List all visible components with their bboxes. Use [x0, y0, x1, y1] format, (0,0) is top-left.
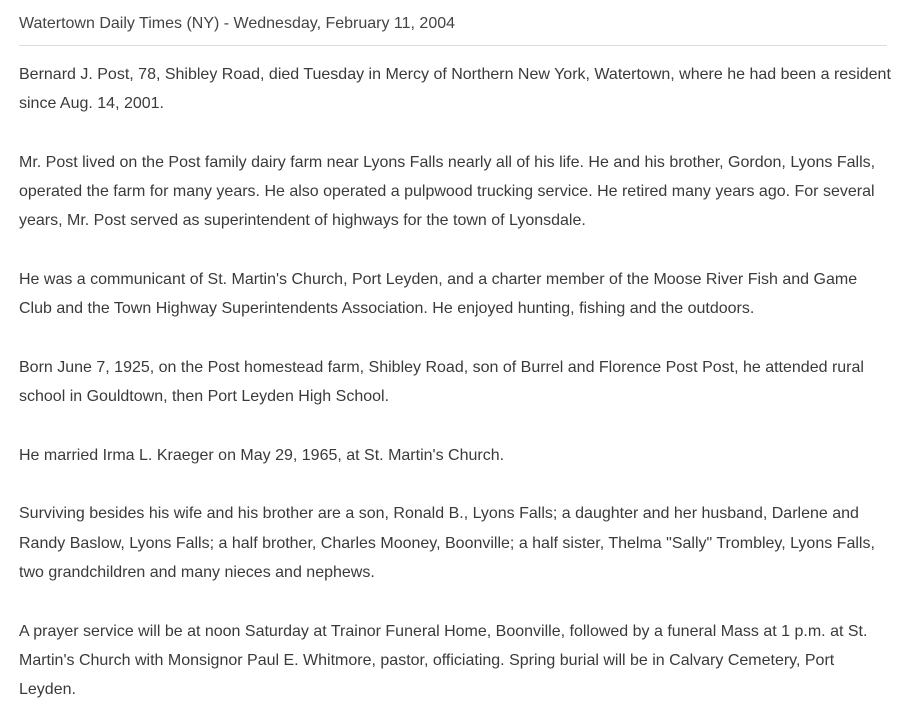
- paragraph-death-notice: Bernard J. Post, 78, Shibley Road, died Tuesday in Mercy of Northern New York, Watertown, where he had been a resident since Aug. 14, 2001.: [19, 66, 891, 113]
- paragraph-services: A prayer service will be at noon Saturday at Trainor Funeral Home, Boonville, followed by a funeral Mass at 1 p.m. at St. Martin's Church with Monsignor Paul E. Whitmore, pastor, officiating. Spring burial will be in Calvary Cemetery, Port Leyden.: [19, 622, 868, 699]
- source-line: Watertown Daily Times (NY) - Wednesday, February 11, 2004: [19, 15, 456, 32]
- article-body: [19, 60, 893, 705]
- paragraph-survivors: Surviving besides his wife and his brother are a son, Ronald B., Lyons Falls; a daughter and her husband, Darlene and Randy Baslow, Lyons Falls; a half brother, Charles Mooney, Boonville; a half sister, Thelma "Sally" Trombley, Lyons Falls, two grandchildren and many nieces and nephews.: [19, 505, 875, 582]
- paragraph-birth: Born June 7, 1925, on the Post homestead farm, Shibley Road, son of Burrel and Florence Post Post, he attended rural school in Gouldtown, then Port Leyden High School.: [19, 358, 864, 406]
- source-header: [19, 12, 887, 46]
- paragraph-farm-life: Mr. Post lived on the Post family dairy farm near Lyons Falls nearly all of his life. He and his brother, Gordon, Lyons Falls, operated the farm for many years. He also operated a pulpwood trucking service. He retired many years ago. For several years, Mr. Post served as superintendent of highways for the town of Lyonsdale.: [19, 153, 876, 230]
- paragraph-affiliations: He was a communicant of St. Martin's Church, Port Leyden, and a charter member of the Moose River Fish and Game Club and the Town Highway Superintendents Association. He enjoyed hunting, fishing and the outdoors.: [19, 271, 858, 318]
- paragraph-marriage: He married Irma L. Kraeger on May 29, 1965, at St. Martin's Church.: [19, 446, 505, 464]
